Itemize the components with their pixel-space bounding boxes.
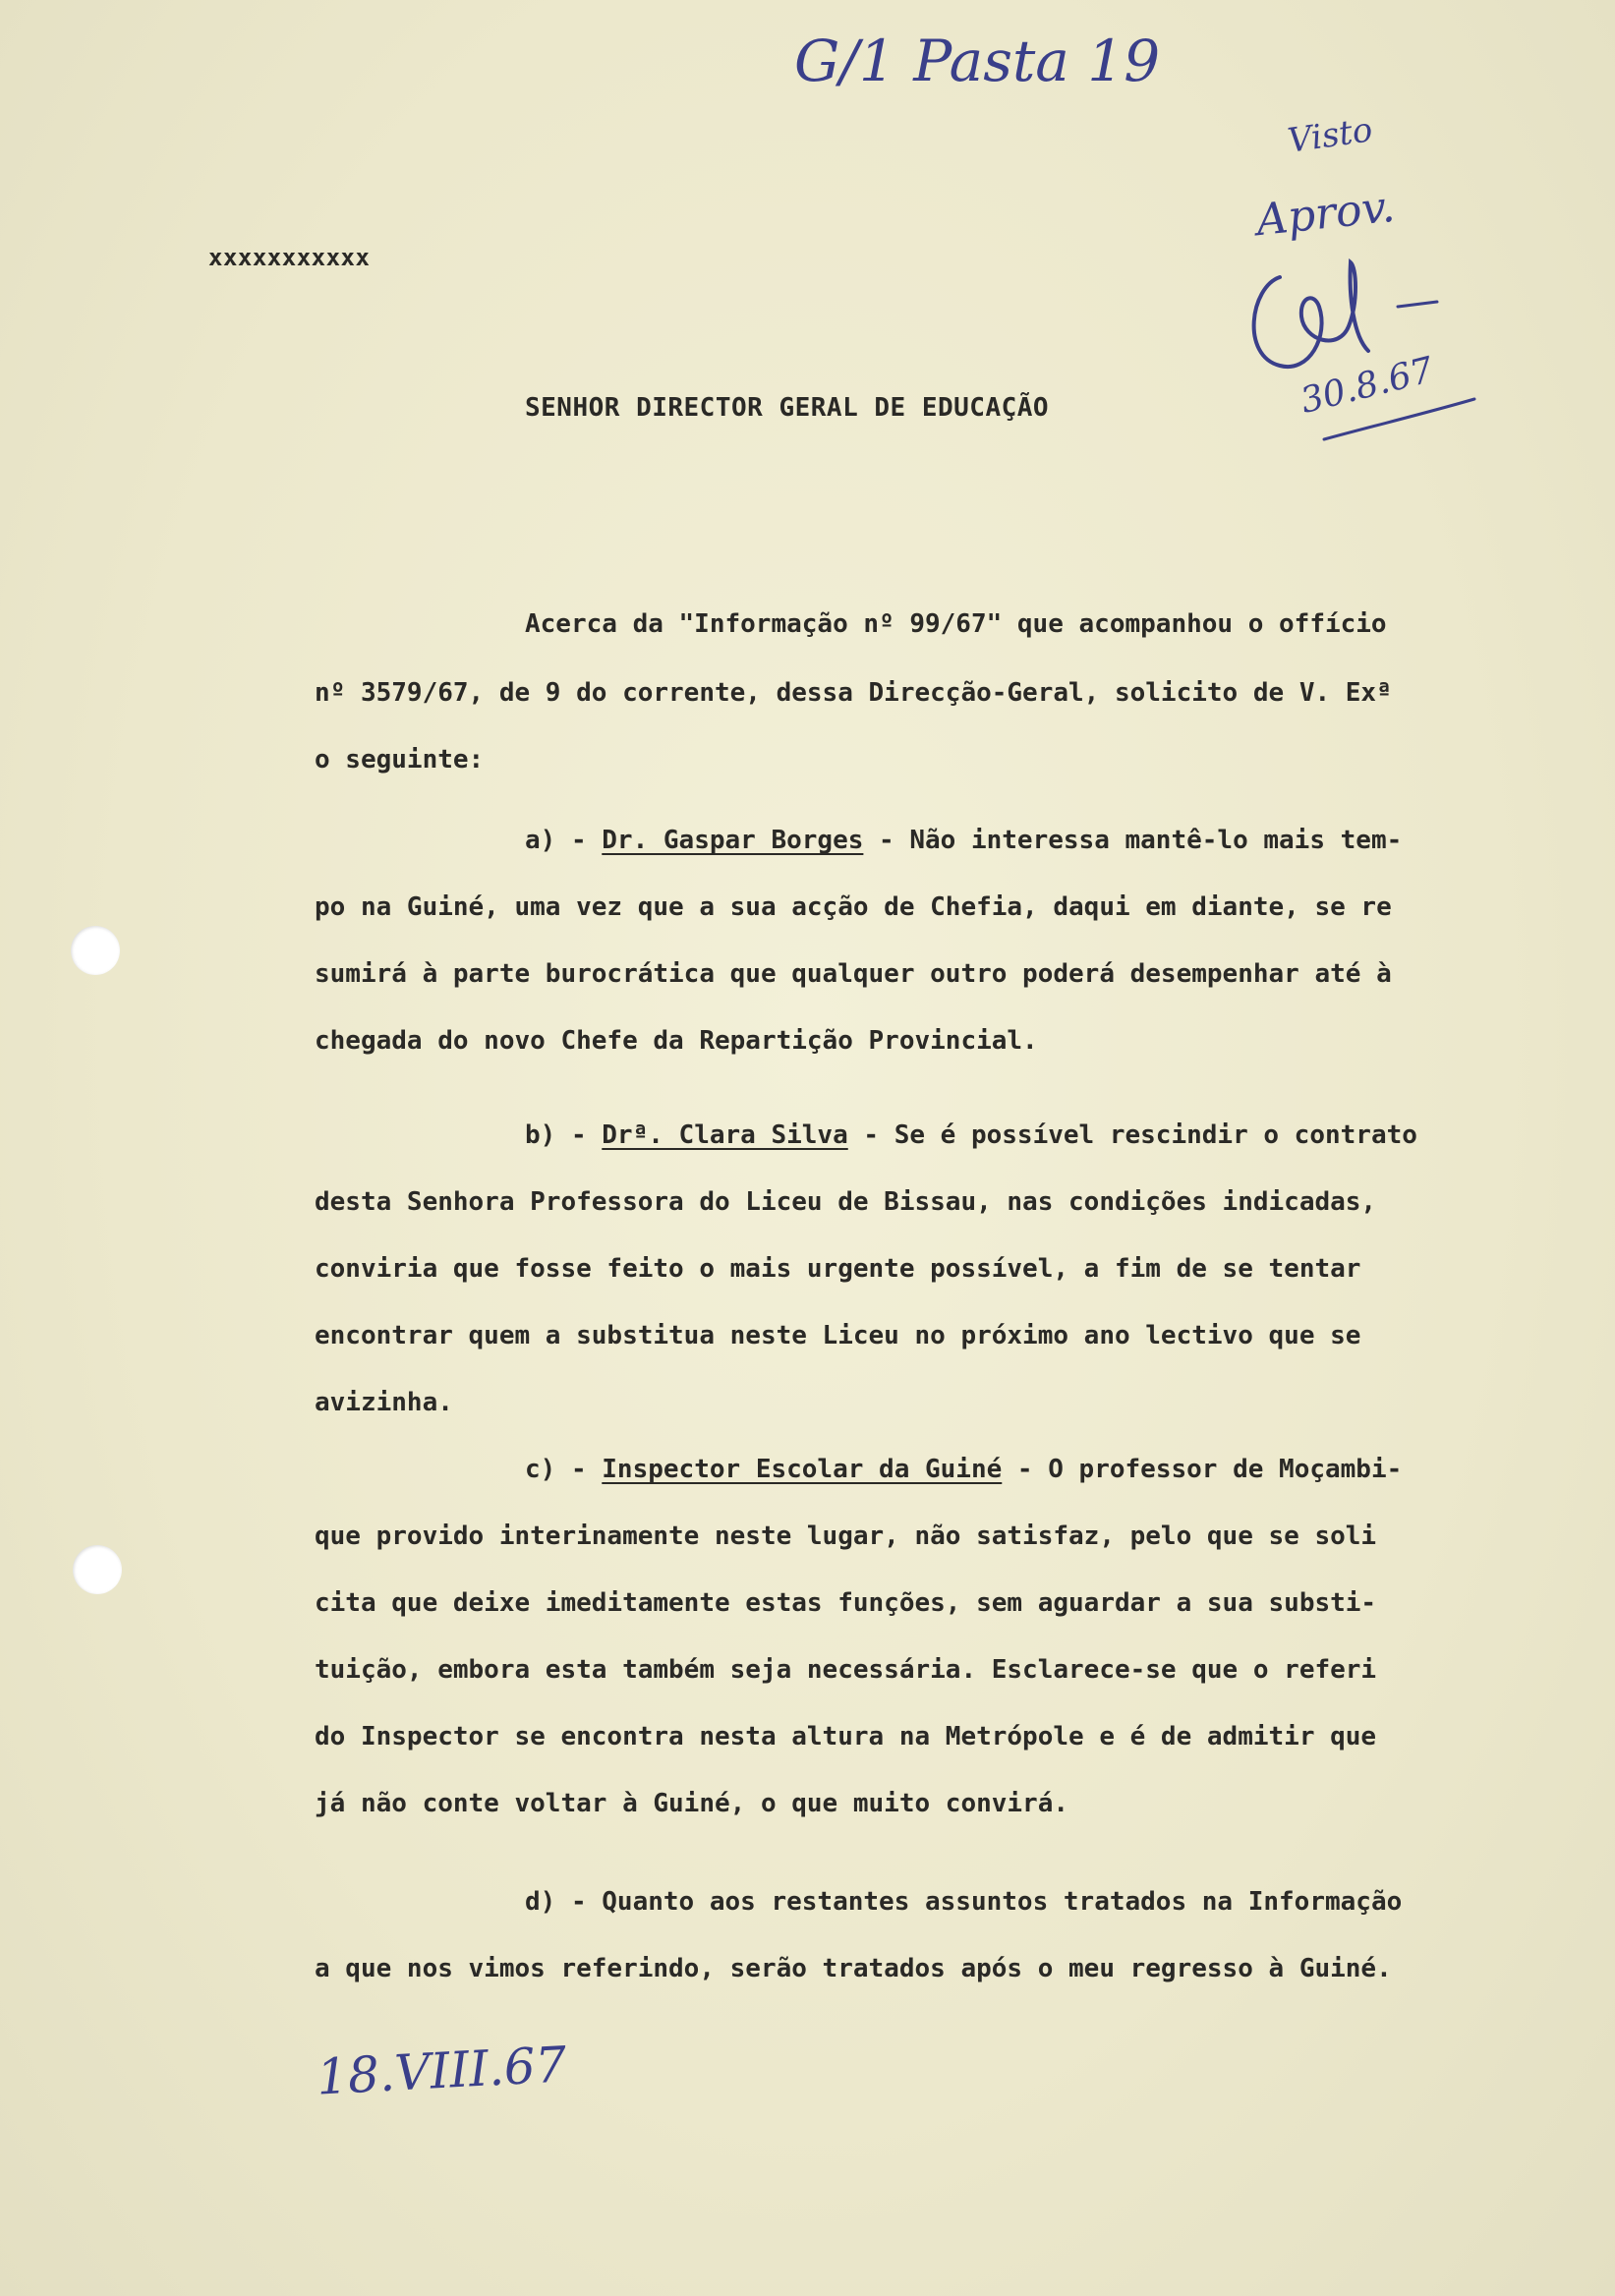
item-prefix: a) - (525, 826, 603, 855)
item-line: que provido interinamente neste lugar, não satisfaz, pelo que se soli (315, 1521, 1377, 1551)
item-subject: Inspector Escolar da Guiné (602, 1455, 1003, 1484)
item-prefix: b) - (525, 1120, 603, 1150)
item-a-first-line (525, 826, 1402, 855)
handwritten-aprov: Aprov. (1253, 181, 1398, 247)
item-line: tuição, embora esta também seja necessária. Esclarece-se que o referi (315, 1655, 1377, 1685)
handwritten-bottom-date: 18.VIII.67 (315, 2036, 568, 2106)
item-prefix: d) - (525, 1887, 603, 1917)
item-d-first-line (525, 1887, 1402, 1917)
item-text: - Não interessa mantê-lo mais tem- (863, 826, 1403, 855)
item-line: conviria que fosse feito o mais urgente possível, a fim de se tentar (315, 1254, 1361, 1284)
intro-line: nº 3579/67, de 9 do corrente, dessa Direcção-Geral, solicito de V. Exª (315, 678, 1392, 708)
punch-hole-bottom (73, 1545, 122, 1594)
item-text: Quanto aos restantes assuntos tratados na Informação (602, 1887, 1403, 1917)
item-line: já não conte voltar à Guiné, o que muito convirá. (315, 1789, 1069, 1818)
intro-line: o seguinte: (315, 745, 485, 775)
margin-date-underline (1319, 395, 1476, 444)
intro-line: Acerca da "Informação nº 99/67" que acompanhou o offício (525, 609, 1387, 639)
item-line: avizinha. (315, 1388, 453, 1417)
item-text: - O professor de Moçambi- (1002, 1455, 1403, 1484)
handwritten-margin-date: 30.8.67 (1297, 349, 1438, 423)
addressee-heading: SENHOR DIRECTOR GERAL DE EDUCAÇÃO (525, 393, 1050, 423)
item-subject: Drª. Clara Silva (602, 1120, 848, 1150)
handwritten-visto: Visto (1285, 110, 1375, 161)
item-text: - Se é possível rescindir o contrato (847, 1120, 1417, 1150)
reference-code: xxxxxxxxxxx (208, 244, 371, 271)
item-line: sumirá à parte burocrática que qualquer outro poderá desempenhar até à (315, 959, 1392, 989)
item-c-first-line (525, 1455, 1402, 1484)
item-line: po na Guiné, uma vez que a sua acção de Chefia, daqui em diante, se re (315, 892, 1392, 922)
item-line: do Inspector se encontra nesta altura na Metrópole e é de admitir que (315, 1722, 1377, 1751)
item-line: encontrar quem a substitua neste Liceu no próximo ano lectivo que se (315, 1321, 1361, 1350)
item-subject: Dr. Gaspar Borges (602, 826, 864, 855)
item-b-first-line (525, 1120, 1417, 1150)
item-line: a que nos vimos referindo, serão tratados após o meu regresso à Guiné. (315, 1954, 1392, 1983)
item-line: cita que deixe imeditamente estas funções, sem aguardar a sua substi- (315, 1588, 1377, 1618)
item-line: chegada do novo Chefe da Repartição Provincial. (315, 1026, 1038, 1056)
punch-hole-top (71, 926, 120, 975)
item-prefix: c) - (525, 1455, 603, 1484)
item-line: desta Senhora Professora do Liceu de Bissau, nas condições indicadas, (315, 1187, 1377, 1217)
handwritten-top-note: G/1 Pasta 19 (794, 28, 1161, 94)
